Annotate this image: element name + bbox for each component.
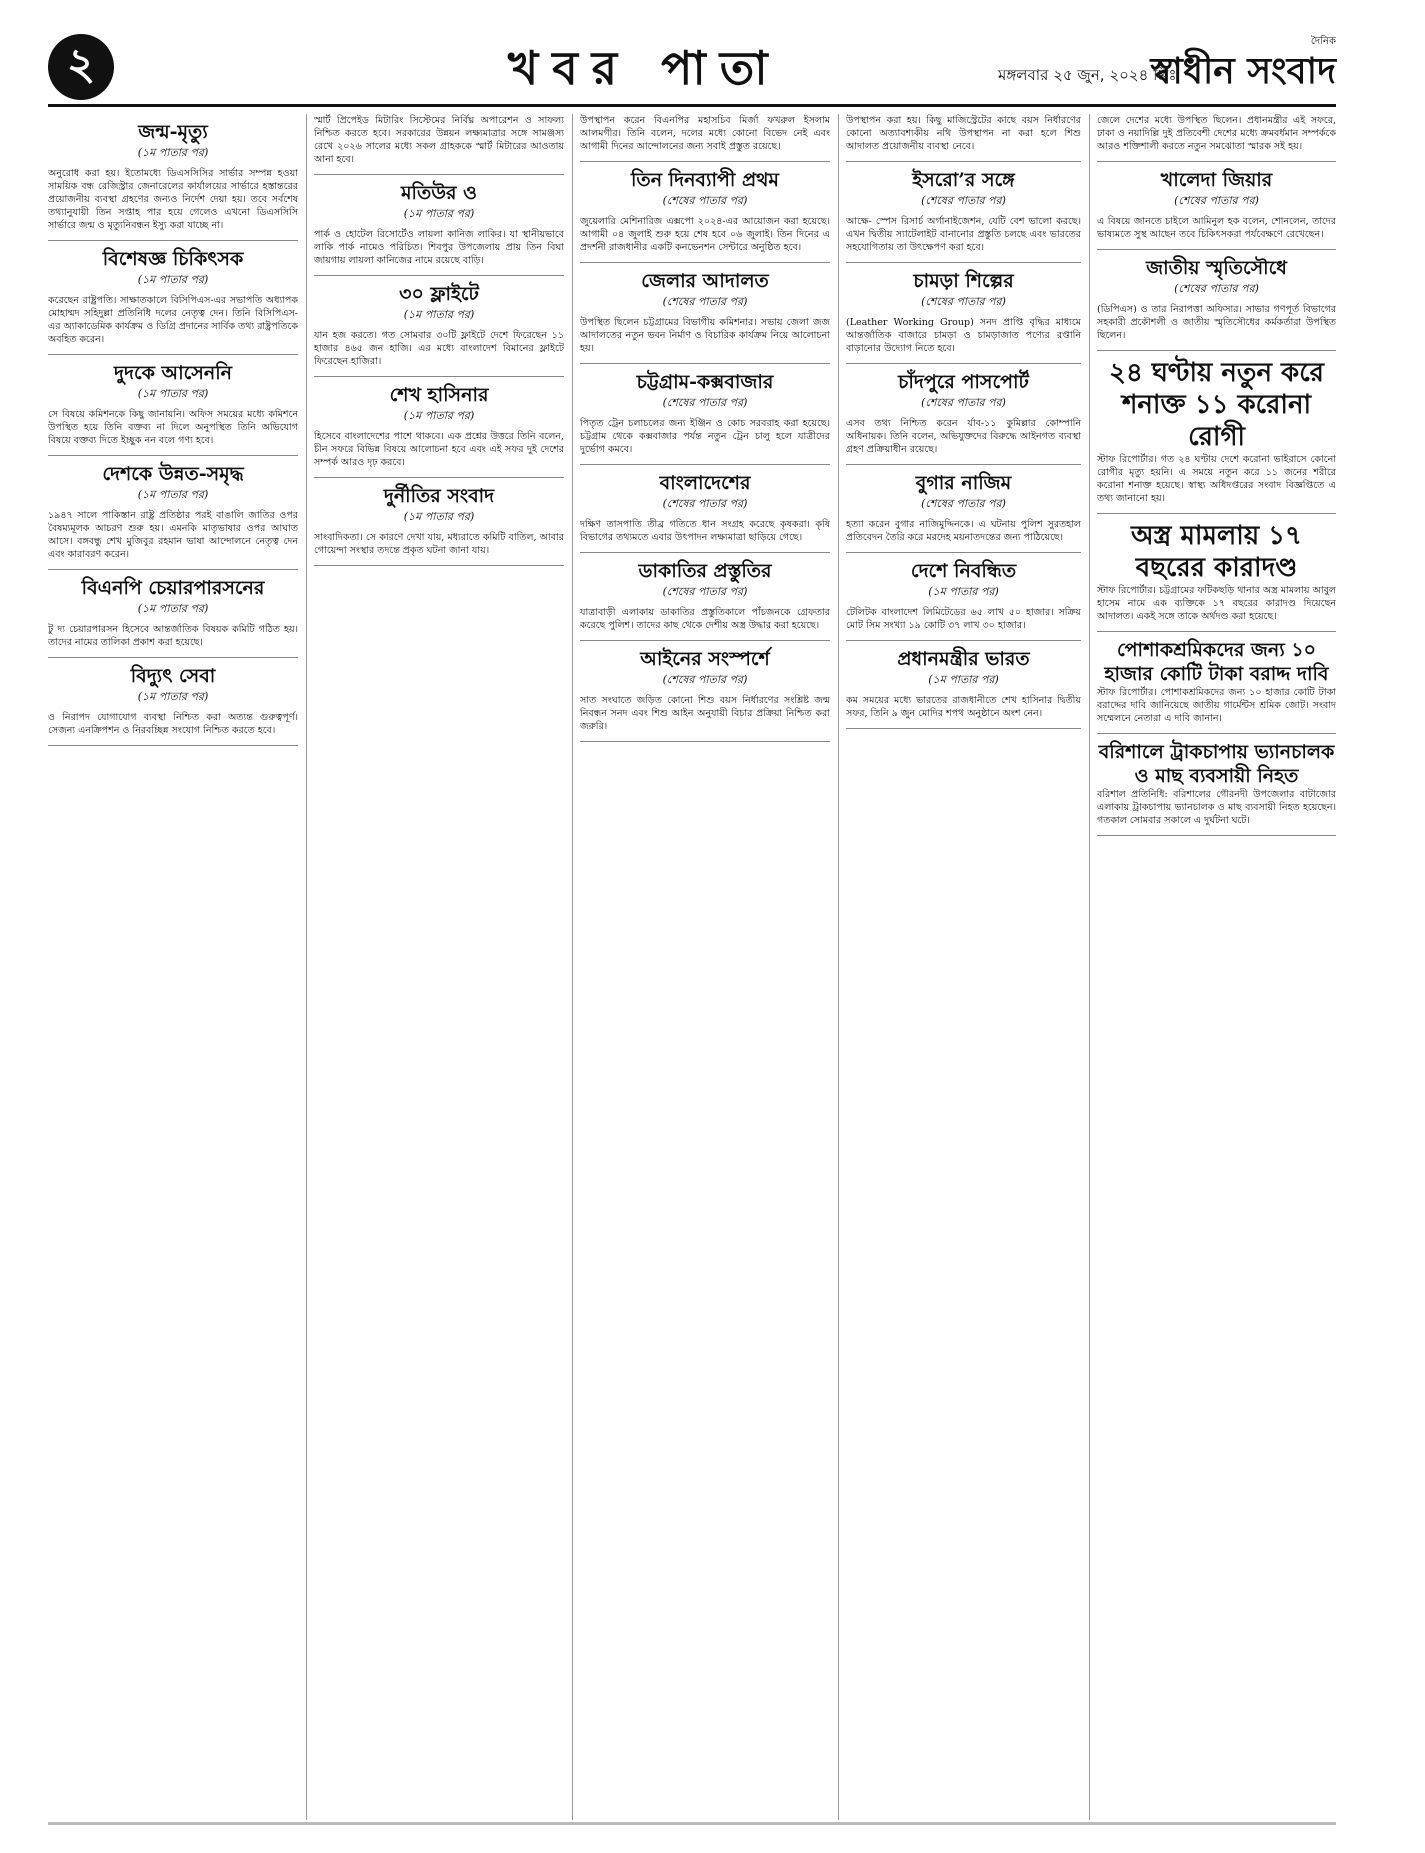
masthead-rule: [48, 104, 1336, 107]
story-headline: বিশেষজ্ঞ চিকিৎসক: [102, 248, 244, 270]
news-story: [580, 114, 830, 153]
story-jump-line: (১ম পাতার পর): [137, 602, 209, 615]
story-headline: জাতীয় স্মৃতিসৌধে: [1146, 257, 1287, 279]
news-story: [846, 370, 1081, 456]
story-jump-line: (শেষের পাতার পর): [1174, 282, 1259, 295]
story-body: ও নিরাপদ যোগাযোগ ব্যবস্থা নিশ্চিত করা অত্যন্ত গুরুত্বপূর্ণ। সেজন্য এনক্রিপশন ও নিরবচ্ছিন্ন সংযোগ নিশ্চিত করতে হবে।: [48, 712, 298, 736]
story-body: (ডিপিএস) ও তার নিরাপত্তা অফিসার। সাভার গণপূর্ত বিভাগের সহকারী প্রকৌশলী ও জাতীয় স্মৃতিসৌধের কর্মকর্তারা উপস্থিত ছিলেন।: [1097, 304, 1336, 341]
story-body: যাত্রাবাড়ী এলাকায় ডাকাতির প্রস্তুতিকালে পাঁচজনকে গ্রেফতার করেছে পুলিশ। তাদের কাছ থেকে দেশীয় অস্ত্র উদ্ধার করা হয়েছে।: [580, 607, 830, 631]
story-body: যান হজ করতে। গত সোমবার ৩০টি ফ্লাইটে দেশে ফিরেছেন ১১ হাজার ৪৬৫ জন হাজি। এর মধ্যে বাংলাদেশ বিমানের ফ্লাইটে ফিরেছেন হাজিরা।: [314, 330, 564, 367]
news-story: [48, 664, 298, 737]
story-headline: দুর্নীতির সংবাদ: [383, 485, 495, 507]
story-divider: [314, 565, 564, 566]
masthead: [48, 34, 1336, 104]
story-jump-line: (শেষের পাতার পর): [921, 194, 1006, 207]
news-story: [846, 471, 1081, 544]
story-headline: বিএনপি চেয়ারপারসনের: [81, 577, 265, 599]
story-body: দক্ষিণ তাসপাতি তীব্র গতিতে ধান সংগ্রহ করেছে কৃষকরা। কৃষি বিভাগের তথ্যমতে এবার উৎপাদন লক্ষ্যমাত্রা ছাড়িয়ে গেছে।: [580, 519, 830, 543]
story-headline: ইসরো’র সঙ্গে: [912, 169, 1015, 191]
news-story: [1097, 520, 1336, 623]
story-headline: ২৪ ঘণ্টায় নতুন করে শনাক্ত ১১ করোনা রোগী: [1109, 358, 1324, 452]
news-story: [48, 576, 298, 649]
news-story: [1097, 638, 1336, 725]
column-4: [846, 114, 1081, 1820]
story-body: জেলে দেশের মধ্যে উপস্থিত ছিলেন। প্রধানমন্ত্রীর এই সফরে, ঢাকা ও নয়াদিল্লি দুই প্রতিবেশী দেশের মধ্যে ক্রমবর্ধমান সম্পর্ককে আরও শক্তিশালী করতে নতুন সমঝোতা স্মারক সই হয়।: [1097, 115, 1336, 152]
story-body: পিতৃত ট্রেন চলাচলের জন্য ইঞ্জিন ও কোচ সরবরাহ করা হয়েছে। চট্টগ্রাম থেকে কক্সবাজার পর্যন্ত নতুন ট্রেন চালু হলে যাত্রীদের দুর্ভোগ কমবে।: [580, 418, 830, 455]
story-headline: তিন দিনব্যাপী প্রথম: [631, 169, 779, 191]
story-divider: [1097, 161, 1336, 162]
story-body: ১৯৪৭ সালে পাকিস্তান রাষ্ট্র প্রতিষ্ঠার পরই বাঙালি জাতির ওপর বৈষম্যমূলক আচরণ শুরু হয়। এমনকি মাতৃভাষার ওপর আঘাত আসে। বঙ্গবন্ধু শেখ মুজিবুর রহমান ভাষা আন্দোলনে নেতৃত্ব দেন এবং কারাবরণ করেন।: [48, 510, 298, 560]
story-jump-line: (১ম পাতার পর): [403, 207, 475, 220]
story-jump-line: (শেষের পাতার পর): [662, 497, 748, 510]
story-jump-line: (১ম পাতার পর): [137, 488, 209, 501]
story-divider: [48, 657, 298, 658]
story-headline: জন্ম-মৃত্যু: [138, 121, 208, 143]
story-headline: জেলার আদালত: [641, 270, 769, 292]
story-body: সে বিষয়ে কমিশনকে কিছু জানায়নি। অফিস সময়ের মধ্যে কমিশনে উপস্থিত হয়ে তিনি বক্তব্য না দিলে অনুপস্থিত তিনি অভিযোগ বিষয়ে বক্তব্য দিতে ইচ্ছুক নন বলে গণ্য হবে।: [48, 409, 298, 446]
news-story: [48, 462, 298, 561]
brand-logo: স্বাধীন সংবাদ: [1150, 50, 1336, 92]
story-headline: ডাকাতির প্রস্তুতির: [638, 560, 772, 582]
column-divider: [1089, 114, 1090, 1820]
story-jump-line: (১ম পাতার পর): [403, 510, 475, 523]
story-body: স্মার্ট প্রিপেইড মিটারিং সিস্টেমের নির্বিঘ্ন অপারেশন ও সাফল্য নিশ্চিত করতে হবে। সরকারের উন্নয়ন লক্ষ্যমাত্রার সঙ্গে সামঞ্জস্য রেখে ২০২৬ সালের মধ্যে সকল গ্রাহককে স্মার্ট মিটারের আওতায় আনা হবে।: [314, 115, 564, 165]
news-story: [314, 383, 564, 469]
story-jump-line: (শেষের পাতার পর): [662, 673, 748, 686]
story-body: টু দ্য চেয়ারপারসন হিসেবে আন্তর্জাতিক বিষয়ক কমিটি গঠিত হয়। তাদের নামের তালিকা প্রকাশ করা হয়েছে।: [48, 624, 298, 648]
story-headline: চট্টগ্রাম-কক্সবাজার: [636, 371, 774, 393]
news-story: [846, 114, 1081, 153]
news-story: [580, 269, 830, 355]
story-body: (Leather Working Group) সনদ প্রাপ্তি বৃদ্ধির মাধ্যমে আন্তর্জাতিক বাজারে চামড়া ও চামড়াজাত পণ্যের রপ্তানি বাড়ানোর উদ্যোগ নিতে হবে।: [846, 317, 1081, 354]
story-body: উপস্থিত ছিলেন চট্টগ্রামের বিভাগীয় কমিশনার। সভায় জেলা জজ আদালতের নতুন ভবন নির্মাণ ও বিচারিক কার্যক্রম নিয়ে আলোচনা হয়।: [580, 317, 830, 354]
news-story: [1097, 357, 1336, 505]
story-jump-line: (১ম পাতার পর): [403, 409, 475, 422]
brand-tagline: দৈনিক: [1310, 36, 1336, 47]
story-jump-line: (১ম পাতার পর): [137, 690, 209, 703]
story-divider: [580, 363, 830, 364]
story-headline: দেশে নিবন্ধিত: [910, 560, 1017, 582]
story-jump-line: (শেষের পাতার পর): [662, 295, 748, 308]
story-jump-line: (১ম পাতার পর): [928, 673, 999, 686]
story-body: করেছেন রাষ্ট্রপতি। সাক্ষাতকালে বিসিপিএস-এর সভাপতি অধ্যাপক মোহাম্মদ সহিদুল্লা প্রতিনিধি দলের নেতৃত্ব দেন। তিনি বিসিপিএস-এর অ্যাকাডেমিক কার্যক্রম ও ডিগ্রি প্রদানের সার্বিক তথ্য রাষ্ট্রপতিকে অবহিত করেন।: [48, 295, 298, 345]
story-body: সাংবাদিকতা। সে কারণে দেখা যায়, মধ্যরাতে কমিটি বাতিল, আবার গোয়েন্দা সংস্থার তদন্তে প্রকৃত ঘটনা জানা যায়।: [314, 532, 564, 556]
story-jump-line: (শেষের পাতার পর): [921, 295, 1006, 308]
story-headline: প্রধানমন্ত্রীর ভারত: [897, 648, 1030, 670]
story-divider: [580, 161, 830, 162]
story-headline: চাঁদপুরে পাসপোর্ট: [898, 371, 1029, 393]
story-headline: খালেদা জিয়ার: [1160, 169, 1273, 191]
column-divider: [572, 114, 573, 1820]
story-body: টেলিটক বাংলাদেশ লিমিটেডের ৬৫ লাখ ৫০ হাজার। সক্রিয় মোট সিম সংখ্যা ১৯ কোটি ৩৭ লাখ ৩০ হাজার।: [846, 607, 1081, 631]
story-divider: [1097, 513, 1336, 514]
story-jump-line: (শেষের পাতার পর): [921, 497, 1006, 510]
story-headline: ৩০ ফ্লাইটে: [399, 283, 479, 305]
story-headline: মতিউর ও: [400, 182, 478, 204]
story-jump-line: (শেষের পাতার পর): [662, 194, 748, 207]
news-story: [580, 647, 830, 733]
story-body: কম সময়ের মধ্যে ভারতের রাজধানীতে শেখ হাসিনার দ্বিতীয় সফর, তিনি ৯ জুন মোদির শপথ অনুষ্ঠানে অংশ নেন।: [846, 695, 1081, 719]
story-jump-line: (শেষের পাতার পর): [662, 585, 748, 598]
news-story: [1097, 114, 1336, 153]
story-divider: [1097, 631, 1336, 632]
story-headline: দুদকে আসেননি: [114, 362, 232, 384]
story-headline: অস্ত্র মামলায় ১৭ বছরের কারাদণ্ড: [1131, 521, 1302, 583]
story-divider: [1097, 350, 1336, 351]
story-body: আক্ষে- স্পেস রিসার্চ অর্গানাইজেশন, যেটি বেশ ভালো করছে। এখন দ্বিতীয় স্যাটেলাইট বানানোর প্রস্তুতি চলছে এবং ভারতের সহযোগিতায় তা উৎক্ষেপণ করা হবে।: [846, 216, 1081, 253]
footer-rule: [48, 1822, 1336, 1825]
story-divider: [580, 741, 830, 742]
story-divider: [48, 455, 298, 456]
story-divider: [846, 728, 1081, 729]
story-divider: [580, 262, 830, 263]
story-body: এ বিষয়ে জানতে চাইলে আমিনুল হক বলেন, শোনলেন, তাদের ভাষ্যমতে সুস্থ আছেন তবে চিকিৎসকরা পর্যবেক্ষণে রেখেছেন।: [1097, 216, 1336, 240]
story-body: বরিশাল প্রতিনিধি: বরিশালের গৌরনদী উপজেলার বাটাজোর এলাকায় ট্রাকচাপায় ভ্যানচালক ও মাছ ব্যবসায়ী নিহত হয়েছেন। গতকাল সোমবার সকালে এ দুর্ঘটনা ঘটে।: [1097, 789, 1336, 826]
news-story: [1097, 740, 1336, 827]
story-jump-line: (শেষের পাতার পর): [1174, 194, 1259, 207]
story-headline: বরিশালে ট্রাকচাপায় ভ্যানচালক ও মাছ ব্যবসায়ী নিহত: [1098, 741, 1335, 787]
dateline: মঙ্গলবার ২৫ জুন, ২০২৪ খ্রিঃ: [998, 66, 1177, 84]
story-divider: [846, 262, 1081, 263]
story-jump-line: (শেষের পাতার পর): [662, 396, 748, 409]
story-body: হিসেবে বাংলাদেশের পাশে থাকবে। এক প্রশ্নের উত্তরে তিনি বলেন, চীন সফরে বিভিন্ন বিষয়ে আলোচনা হবে এবং এই সফর দুই দেশের সম্পর্ক আরও দৃঢ় করবে।: [314, 431, 564, 468]
news-story: [314, 181, 564, 267]
news-story: [314, 114, 564, 166]
news-story: [48, 120, 298, 232]
news-story: [580, 471, 830, 544]
column-1: [48, 114, 298, 1820]
story-divider: [1097, 733, 1336, 734]
story-jump-line: (১ম পাতার পর): [137, 387, 209, 400]
story-body: এসব তথ্য নিশ্চিত করেন র্যাব-১১ কুমিল্লার কোম্পানি অধিনায়ক। তিনি বলেন, অভিযুক্তদের বিরুদ্ধে আইনগত ব্যবস্থা গ্রহণ প্রক্রিয়াধীন রয়েছে।: [846, 418, 1081, 455]
page-number: ২: [48, 34, 114, 100]
story-divider: [314, 174, 564, 175]
story-headline: দেশকে উন্নত-সমৃদ্ধ: [102, 463, 244, 485]
story-jump-line: (১ম পাতার পর): [403, 308, 475, 321]
story-jump-line: (১ম পাতার পর): [928, 585, 999, 598]
story-body: উপস্থাপন করেন বিএনপির মহাসচিব মির্জা ফখরুল ইসলাম আলমগীর। তিনি বলেন, দলের মধ্যে কোনো বিভেদ নেই এবং আগামী দিনের আন্দোলনের জন্য সবাই প্রস্তুত রয়েছে।: [580, 115, 830, 152]
story-body: স্টাফ রিপোর্টার। চট্টগ্রামের ফটিকছড়ি থানার অস্ত্র মামলায় আবুল হাসেম নামে এক ব্যক্তিকে ১৭ বছরের কারাদণ্ড দিয়েছেন আদালত। একই সঙ্গে তাকে অর্থদণ্ড করা হয়েছে।: [1097, 585, 1336, 622]
story-body: জুয়েলারি মেশিনারিজ এক্সপো ২০২৪-এর আয়োজন করা হয়েছে। আগামী ০৪ জুলাই শুরু হয়ে শেষ হবে ০৬ জুলাই। তিন দিনের এ প্রদর্শনী রাজধানীর একটি কনভেনশন সেন্টারে অনুষ্ঠিত হবে।: [580, 216, 830, 253]
story-body: উপস্থাপন করা হয়। কিছু মাজিস্ট্রেটের কাছে বয়স নির্ধারণের কোনো অত্যাবশ্যকীয় নথি উপস্থাপন না করা হলে শিশু আদালত প্রয়োজনীয় ব্যবস্থা নেবে।: [846, 115, 1081, 152]
story-divider: [314, 275, 564, 276]
news-story: [580, 370, 830, 456]
news-story: [580, 168, 830, 254]
story-body: অনুরোধ করা হয়। ইতোমধ্যে ডিএসসিসির সার্ভার সম্পন্ন হওয়া সাময়িক বন্ধ রেজিস্ট্রার জেনারেলের কার্যালয়ের সার্ভারে হস্তান্তরের প্রয়োজনীয় ব্যবস্থা গ্রহণের জন্যও নির্দেশ দেয়া হয়। তবে সর্বশেষ তথ্যানুযায়ী তিন সপ্তাহ পার হয়ে গেলেও এখনো ডিএসসিসি সার্ভারে জন্ম ও মৃত্যুনিবন্ধন ইস্যু করা যাচ্ছে না।: [48, 168, 298, 231]
story-headline: শেখ হাসিনার: [389, 384, 489, 406]
story-jump-line: (১ম পাতার পর): [137, 273, 209, 286]
news-story: [48, 361, 298, 447]
column-2: [314, 114, 564, 1820]
story-body: স্টাফ রিপোর্টার। পোশাকশ্রমিকদের জন্য ১০ হাজার কোটি টাকা বরাদ্দের দাবি জানিয়েছে জাতীয় গার্মেন্টস শ্রমিক জোট। সংবাদ সম্মেলনে নেতারা এ দাবি জানান।: [1097, 687, 1336, 724]
story-body: সাত সংঘাতে জড়িত কোনো শিশু বয়স নির্ধারণের সংশ্লিষ্ট জন্ম নিবন্ধন সনদ এবং শিশু আইন অনুযায়ী বিচার প্রক্রিয়া নিশ্চিত করা জরুরি।: [580, 695, 830, 732]
news-story: [314, 282, 564, 368]
story-divider: [1097, 835, 1336, 836]
story-divider: [1097, 249, 1336, 250]
story-headline: পোশাকশ্রমিকদের জন্য ১০ হাজার কোটি টাকা বরাদ্দ দাবি: [1104, 639, 1329, 685]
story-divider: [846, 464, 1081, 465]
column-5: [1097, 114, 1336, 1820]
story-headline: বুগার নাজিম: [915, 472, 1012, 494]
story-divider: [580, 640, 830, 641]
story-divider: [48, 240, 298, 241]
story-body: স্টাফ রিপোর্টার। গত ২৪ ঘণ্টায় দেশে করোনা ভাইরাসে কোনো রোগীর মৃত্যু হয়নি। এ সময়ে নতুন করে ১১ জনের শরীরে করোনা শনাক্ত হয়েছে। স্বাস্থ্য অধিদপ্তরের সংবাদ বিজ্ঞপ্তিতে এ তথ্য জানানো হয়।: [1097, 454, 1336, 504]
story-body: হত্যা করেন বুগার নাজিমুদ্দিনকে। এ ঘটনায় পুলিশ সুরতহাল প্রতিবেদন তৈরি করে মরদেহ ময়নাতদন্তের জন্য পাঠিয়েছে।: [846, 519, 1081, 543]
story-divider: [580, 464, 830, 465]
story-jump-line: (শেষের পাতার পর): [921, 396, 1006, 409]
story-headline: চামড়া শিল্পের: [913, 270, 1014, 292]
story-divider: [48, 569, 298, 570]
story-divider: [846, 552, 1081, 553]
story-divider: [48, 354, 298, 355]
story-body: পার্ক ও হোটেল রিসোর্টেও লায়লা কানিজ লাকির। যা স্থানীয়ভাবে লাকি পার্ক নামেও পরিচিত। শিবপুর উপজেলায় প্রায় তিন বিঘা জায়গায় লায়লা কানিজের নামে রয়েছে বাড়ি।: [314, 229, 564, 266]
news-story: [580, 559, 830, 632]
news-story: [846, 168, 1081, 254]
column-divider: [306, 114, 307, 1820]
story-divider: [846, 640, 1081, 641]
story-divider: [48, 745, 298, 746]
story-divider: [314, 477, 564, 478]
story-divider: [314, 376, 564, 377]
story-headline: আইনের সংস্পর্শে: [640, 648, 770, 670]
story-divider: [846, 363, 1081, 364]
column-3: [580, 114, 830, 1820]
news-story: [314, 484, 564, 557]
story-headline: বাংলাদেশের: [659, 472, 751, 494]
section-title: খবর পাতা: [508, 41, 782, 95]
news-story: [1097, 168, 1336, 241]
news-story: [48, 247, 298, 346]
story-divider: [580, 552, 830, 553]
news-story: [846, 269, 1081, 355]
column-divider: [838, 114, 839, 1820]
story-headline: বিদ্যুৎ সেবা: [130, 665, 216, 687]
news-story: [846, 647, 1081, 720]
news-story: [846, 559, 1081, 632]
story-jump-line: (১ম পাতার পর): [137, 146, 209, 159]
story-divider: [846, 161, 1081, 162]
news-story: [1097, 256, 1336, 342]
